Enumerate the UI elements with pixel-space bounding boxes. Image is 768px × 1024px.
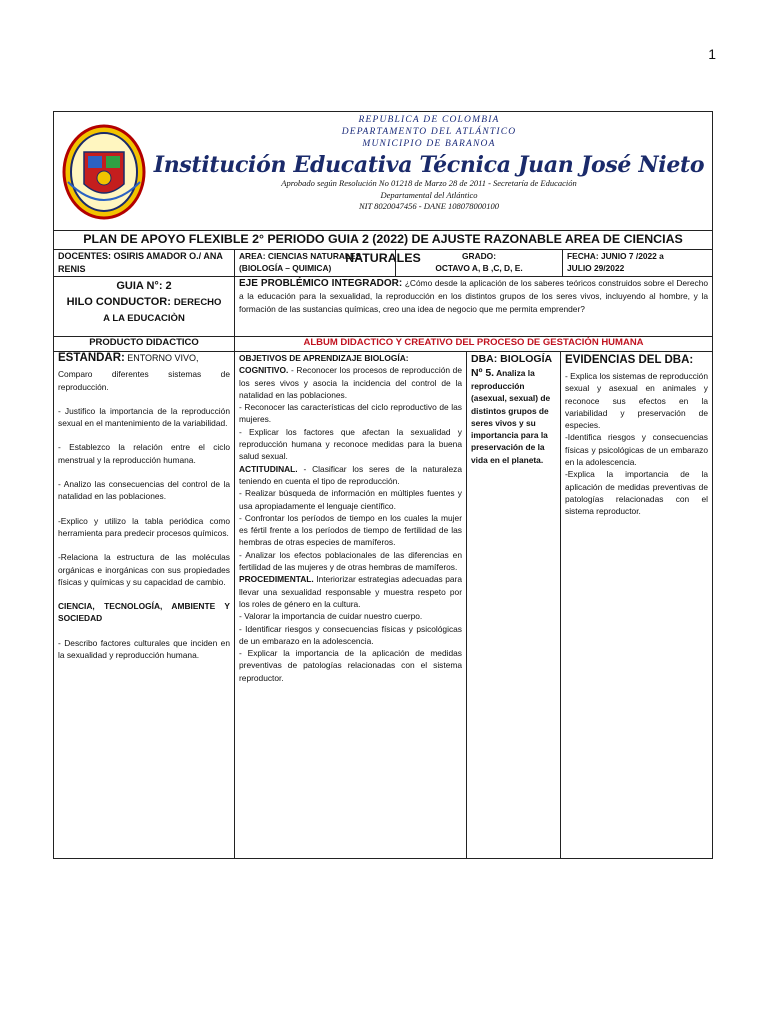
estandar-item: -Explico y utilizo la tabla periódica como herramienta para predecir procesos químicos. — [58, 515, 230, 538]
estandar-sub: ENTORNO VIVO, — [127, 353, 199, 363]
estandar-list — [58, 368, 230, 588]
evidencias-title: EVIDENCIAS DEL DBA: — [565, 354, 694, 366]
actitudinal-item-text: - Realizar búsqueda de información en múltiples fuentes y usa apropiadamente el lenguaje científico. — [239, 488, 462, 511]
cognitivo-item — [239, 426, 462, 463]
dba-column — [466, 351, 560, 858]
fecha-line1: FECHA: JUNIO 7 /2022 a — [567, 251, 664, 261]
actitudinal-item-text: - Clasificar los seres de la naturaleza teniendo en cuenta el tipo de reproducción. — [239, 463, 462, 486]
header-department: DEPARTAMENTO DEL ATLÁNTICO — [341, 127, 517, 137]
header-country: REPUBLICA DE COLOMBIA — [358, 115, 500, 125]
estandar-section2: CIENCIA, TECNOLOGÍA, AMBIENTE Y SOCIEDAD — [58, 601, 230, 624]
institution-header — [54, 112, 712, 231]
procedimental-item — [239, 647, 462, 684]
plan-title: PLAN DE APOYO FLEXIBLE 2° PERIODO GUIA 2 (2022) DE AJUSTE RAZONABLE AREA DE CIENCIAS NATURALES — [83, 232, 683, 265]
estandar-label: ESTANDAR: — [58, 352, 125, 364]
grado-value: OCTAVO A, B ,C, D, E. — [435, 263, 523, 274]
eje-label: EJE PROBLÉMICO INTEGRADOR: — [239, 278, 403, 289]
evidencia-item: - Explica los sistemas de reproducción sexual y asexual en animales y reconoce sus efectos en la variabilidad y preservación de especies. — [565, 371, 708, 431]
procedimental-item-text: - Explicar la importancia de la aplicación de medidas preventivas de patologías relacionadas con el sistema reproductor. — [239, 648, 462, 683]
dba-text: Analiza la reproducción (asexual, sexual) de distintos grupos de seres vivos y su importancia para la preservación de la vida en el planeta. — [471, 368, 551, 465]
guia-cell — [54, 276, 234, 336]
dba-label: DBA: BIOLOGÍA Nº 5. — [471, 353, 552, 379]
grado — [395, 249, 562, 276]
cognitivo-item-text: - Reconocer los procesos de reproducción de los seres vivos y asocia la incidencia del control de la natalidad en las poblaciones. — [239, 365, 462, 400]
procedimental-item — [239, 573, 462, 610]
objetivos-title: OBJETIVOS DE APRENDIZAJE BIOLOGÍA: — [239, 353, 409, 363]
info-row — [54, 249, 712, 277]
fecha — [562, 249, 712, 276]
institution-seal-icon — [62, 122, 146, 222]
actitudinal-item — [239, 463, 462, 488]
cognitivo-list — [239, 364, 462, 462]
actitudinal-item — [239, 487, 462, 512]
producto-label: PRODUCTO DIDACTICO — [89, 337, 199, 348]
header-department-line: Departamental del Atlántico — [380, 189, 478, 200]
evidencias-column — [560, 351, 712, 858]
estandar-item: - Justifico la importancia de la reproducción sexual en el mantenimiento de la variabilidad. — [58, 405, 230, 429]
objetivos-column — [234, 351, 466, 858]
estandar-item: - Establezco la relación entre el ciclo menstrual y la reproducción humana. — [58, 442, 230, 465]
page-number: 1 — [708, 46, 716, 62]
actitudinal-list — [239, 463, 462, 574]
procedimental-item — [239, 623, 462, 648]
header-resolution: Aprobado según Resolución No 01218 de Marzo 28 de 2011 - Secretaría de Educación — [281, 178, 577, 188]
guia-number: GUIA N°: 2 — [116, 280, 172, 292]
header-municipality: MUNICIPIO DE BARANOA — [362, 139, 496, 149]
docentes: DOCENTES: OSIRIS AMADOR O./ ANA RENIS — [58, 251, 223, 274]
evidencia-item: -Identifica riesgos y consecuencias físicas y psicológicas de un embarazo en la adolescencia. — [565, 432, 708, 468]
evidencia-item: -Explica la importancia de la aplicación de medidas preventivas de patologías relacionadas con el sistema reproductor. — [565, 469, 708, 517]
area-line2: (BIOLOGÍA – QUIMICA) — [239, 263, 332, 274]
cognitivo-item-text: - Explicar los factores que afectan la sexualidad y reproducción humana y reconoce medidas para la buena salud sexual. — [239, 426, 462, 462]
procedimental-item-text: Interiorizar estrategias adecuadas para llevar una sexualidad responsable y muestra respeto por los roles de género en la cultura. — [239, 574, 462, 609]
plan-document — [53, 111, 713, 859]
cognitivo-item — [239, 401, 462, 426]
estandar-list2 — [58, 637, 230, 662]
grado-label: GRADO: — [462, 251, 496, 261]
producto-row — [54, 336, 712, 352]
eje-cell — [234, 276, 712, 336]
guia-row — [54, 276, 712, 337]
procedimental-item-text: - Valorar la importancia de cuidar nuestro cuerpo. — [239, 611, 423, 622]
actitudinal-item-text: - Confrontar los períodos de tiempo en los cuales la mujer es fértil frente a los períodos de tiempo de fertilidad de las hembras de otras especies de mamíferos. — [239, 512, 462, 548]
procedimental-item-text: - Identificar riesgos y consecuencias físicas y psicológicas de un embarazo en la adolescencia. — [239, 623, 462, 646]
actitudinal-item-label: ACTITUDINAL. — [239, 463, 304, 474]
procedimental-item — [239, 610, 462, 622]
actitudinal-item — [239, 512, 462, 549]
producto-value: ALBUM DIDACTICO Y CREATIVO DEL PROCESO DE GESTACIÒN HUMANA — [234, 336, 712, 351]
eje-text: ¿Cómo desde la aplicación de los saberes teóricos construidos sobre el Derecho a la educación para la sexualidad, la reproducción en los distintos grupos de los seres vivos, incluyendo al hombre, y la formación de las sustancias químicas, creo una idea de negocio que me permita emprender? — [239, 278, 709, 314]
actitudinal-item-text: - Analizar los efectos poblacionales de las diferencias en fertilidad de las mujeres y de otras hembras de mamíferos. — [239, 549, 462, 573]
content-row — [54, 351, 712, 858]
procedimental-list — [239, 573, 462, 684]
estandar-column — [54, 351, 234, 858]
cognitivo-item-text: - Reconocer las características del ciclo reproductivo de las mujeres. — [239, 402, 462, 425]
institution-name: Institución Educativa Técnica Juan José Nieto — [153, 152, 705, 178]
cognitivo-item-label: COGNITIVO. — [239, 365, 291, 376]
procedimental-item-label: PROCEDIMENTAL. — [239, 574, 317, 585]
hilo-value2: A LA EDUCACIÒN — [103, 313, 185, 324]
actitudinal-item — [239, 549, 462, 574]
estandar-item: - Analizo las consecuencias del control de la natalidad en las poblaciones. — [58, 479, 230, 502]
header-nit: NIT 8020047456 - DANE 108078000100 — [358, 201, 500, 211]
estandar-item: Comparo diferentes sistemas de reproducción. — [58, 369, 230, 392]
area — [234, 249, 395, 276]
fecha-line2: JULIO 29/2022 — [567, 263, 625, 274]
estandar-item: - Describo factores culturales que inciden en la sexualidad y reproducción humana. — [58, 637, 230, 661]
cognitivo-item — [239, 364, 462, 401]
area-line1: AREA: CIENCIAS NATURALES — [239, 251, 362, 261]
evidencias-list — [565, 370, 708, 518]
hilo-value1: DERECHO — [173, 297, 222, 308]
hilo-label: HILO CONDUCTOR: — [66, 296, 171, 308]
estandar-item: -Relaciona la estructura de las moléculas orgánicas e inorgánicas con sus propiedades físicas y químicas y su capacidad de cambio. — [58, 552, 230, 587]
